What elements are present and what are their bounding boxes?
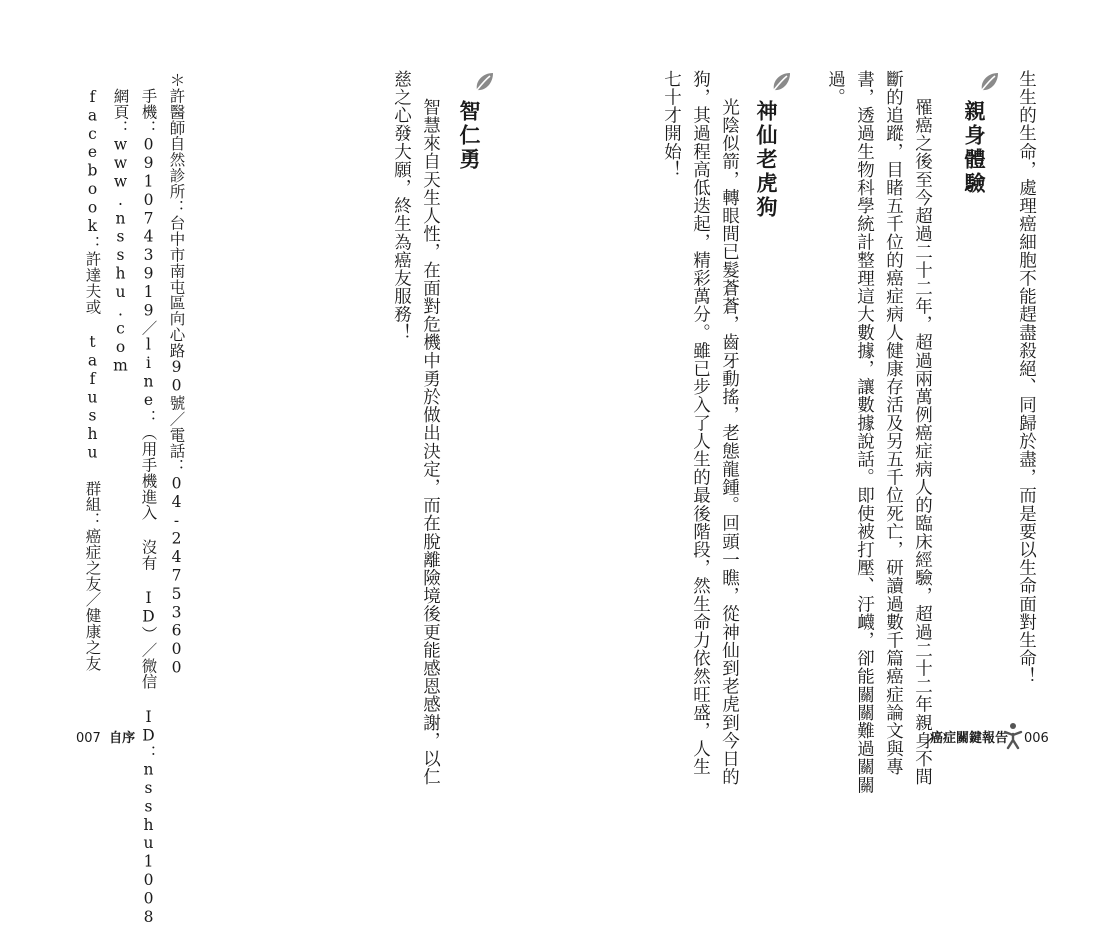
section-heading: 親身體驗 bbox=[962, 100, 986, 196]
page-number-right: 006 bbox=[1024, 731, 1049, 746]
body-line: 書，透過生物科學統計整理這大數據，讓數據說話。即使被打壓、汙衊，卻能關關難過關關 bbox=[854, 70, 875, 794]
body-line: 斷的追蹤，目睹五千位的癌症病人健康存活及另五千位死亡，研讀過數千篇癌症論文與專 bbox=[883, 70, 904, 776]
running-footer-left bbox=[76, 732, 135, 745]
body-line: 慈之心發大願，終生為癌友服務！ bbox=[391, 70, 412, 342]
body-line: 罹癌之後至今超過二十二年，超過兩萬例癌症病人的臨床經驗，超過二十二年親身不間 bbox=[912, 98, 933, 786]
body-line: 七十才開始！ bbox=[661, 70, 682, 179]
body-line: 光陰似箭，轉眼間已髮蒼蒼，齒牙動搖，老態龍鍾。回頭一瞧，從神仙到老虎到今日的 bbox=[719, 98, 740, 786]
page-number-left: 007 bbox=[76, 731, 101, 746]
contact-line: 網頁：www.nsshu.com bbox=[111, 88, 130, 375]
intro-line: 生生的生命，處理癌細胞不能趕盡殺絕、同歸於盡，而是要以生命面對生命！ bbox=[1016, 70, 1037, 686]
leaf-icon bbox=[977, 70, 1001, 94]
body-line: 狗，其過程高低迭起，精彩萬分。雖已步入了人生的最後階段，然生命力依然旺盛，人生 bbox=[690, 70, 711, 776]
contact-line: facebook：許達夫或 tafushu 群組：癌症之友／健康之友 bbox=[83, 88, 102, 672]
leaf-icon bbox=[769, 70, 793, 94]
contact-line: 手機：0910743919／line：（用手機進入 沒有 ID）／微信 ID：nsshu1008 bbox=[139, 88, 158, 926]
body-line: 過。 bbox=[825, 70, 846, 107]
section-heading: 智仁勇 bbox=[457, 100, 481, 172]
running-footer-right bbox=[930, 732, 1008, 745]
section-heading: 神仙老虎狗 bbox=[754, 100, 778, 220]
contact-line: ＊許醫師自然診所：台中市南屯區向心路90號／電話：04-24753600 bbox=[167, 72, 186, 677]
body-line: 智慧來自天生人性，在面對危機中勇於做出決定，而在脫離險境後更能感恩感謝，以仁 bbox=[420, 98, 441, 786]
chapter-title: 自序 bbox=[109, 731, 136, 746]
leaf-icon bbox=[472, 70, 496, 94]
book-title: 癌症關鍵報告 bbox=[930, 731, 1009, 746]
runner-icon bbox=[1003, 722, 1023, 750]
